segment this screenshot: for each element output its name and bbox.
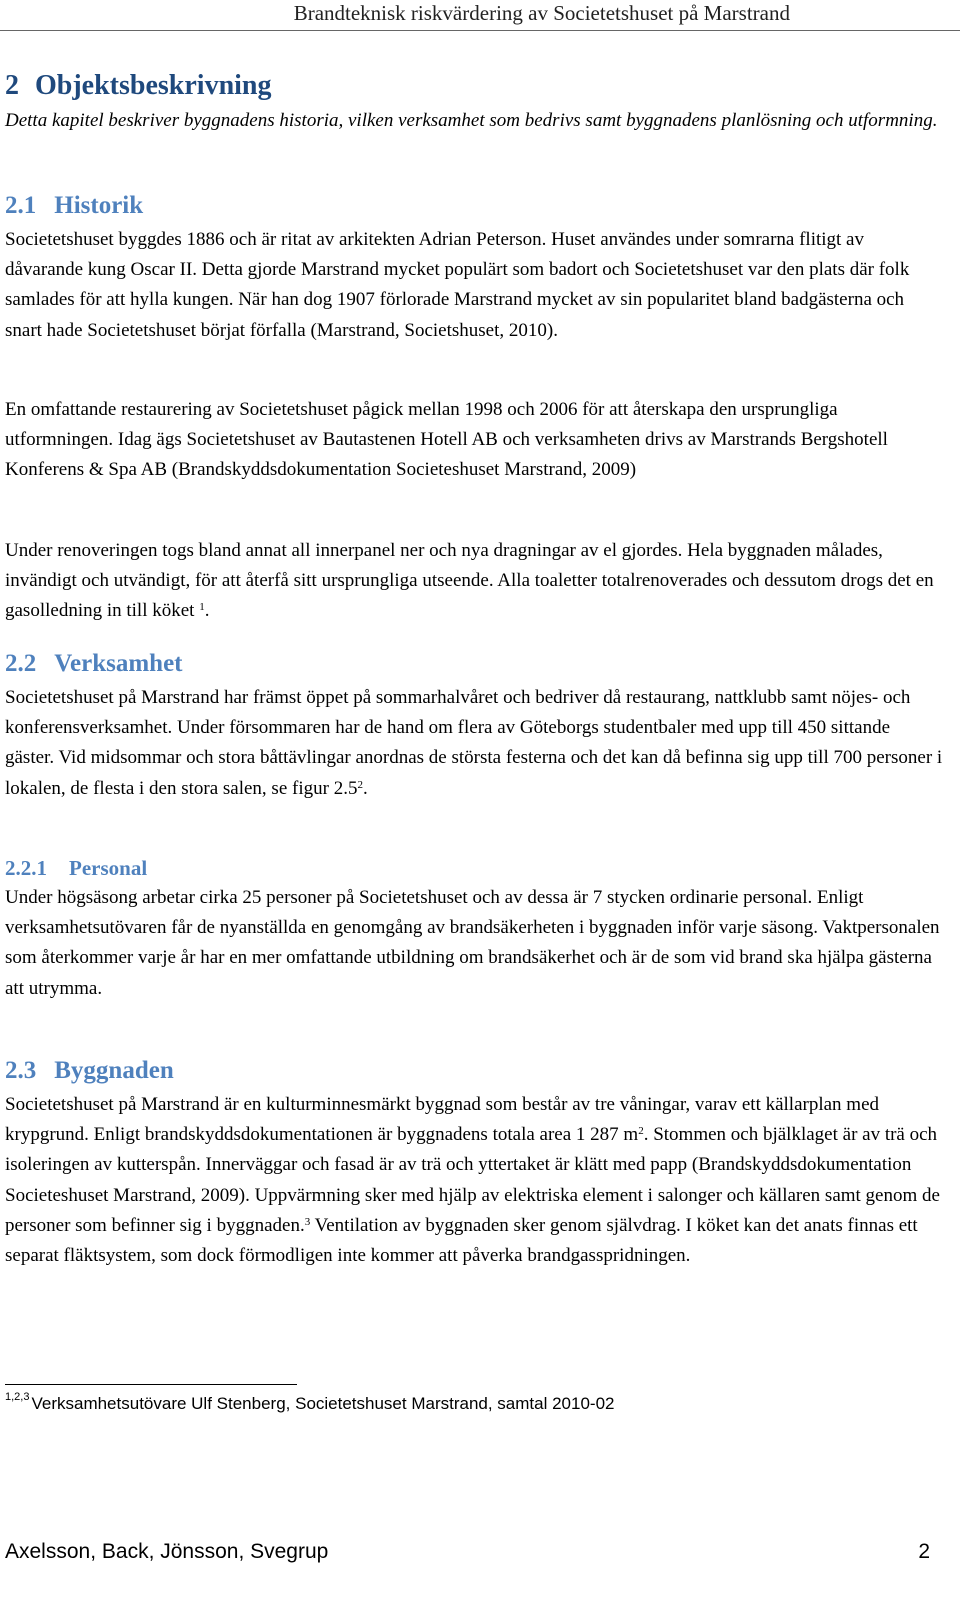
section-title: Verksamhet	[54, 650, 183, 677]
footnote-ref: 3	[304, 1215, 311, 1228]
header-divider	[0, 30, 960, 31]
section-number: 2.1	[5, 192, 37, 219]
personal-paragraph: Under högsäsong arbetar cirka 25 personer på Societetshuset och av dessa är 7 stycken ordinarie personal. Enligt verksamhetsutövaren får de nyanställda en genomgång av brandsäkerheten i byggnaden inför varje säsong. Vaktpersonalen som återkommer varje år har en mer omfattande utbildning om brandsäkerhet och är de som vid brand ska hjälpa gästerna att utrymma.	[5, 887, 940, 999]
footnote-text: Verksamhetsutövare Ulf Stenberg, Societetshuset Marstrand, samtal 2010-02	[31, 1394, 615, 1413]
section-title: Historik	[54, 192, 144, 219]
historik-paragraph-2: En omfattande restaurering av Societetshuset pågick mellan 1998 och 2006 för att återskapa den ursprungliga utformningen. Idag ägs Societetshuset av Bautastenen Hotell AB och verksamheten drivs av Marstrands Bergshotell Konferens & Spa AB (Brandskyddsdokumentation Societeshuset Marstrand, 2009)	[5, 399, 888, 481]
footnote-divider	[5, 1384, 297, 1385]
subsection-number: 2.2.1	[5, 856, 47, 880]
subsection-heading-personal	[5, 854, 147, 882]
section-number: 2.2	[5, 650, 37, 677]
subsection-title: Personal	[69, 856, 148, 880]
running-header: Brandteknisk riskvärdering av Societetshuset på Marstrand	[293, 1, 790, 25]
chapter-number: 2	[5, 70, 19, 101]
verksamhet-paragraph: Societetshuset på Marstrand har främst öppet på sommarhalvåret och bedriver då restaurang, nattklubb samt nöjes- och konferensverksamhet. Under försommaren har de hand om flera av Göteborgs studentbaler med upp till 450 sittande gäster. Vid midsommar och stora båttävlingar anordnas de största festerna och det kan då befinna sig upp till 700 personer i lokalen, de flesta i den stora salen, se figur $2.5^2$.	[5, 687, 943, 799]
page-number: 2	[918, 1540, 930, 1563]
footnote-marks: 1,2,3	[5, 1391, 30, 1403]
historik-paragraph-3: Under renoveringen togs bland annat all innerpanel ner och nya dragningar av el gjordes. Hela byggnaden målades, invändigt och utvändigt, för att återfå sitt ursprungliga utseende. Alla toaletter totalrenoverades och dessutom drogs det en gasolledning in till köket $^1$.	[5, 540, 934, 622]
superscript-squared: 2	[638, 1125, 644, 1138]
section-heading-historik	[5, 190, 143, 222]
section-title: Byggnaden	[54, 1057, 174, 1084]
byggnaden-paragraph: Societetshuset på Marstrand är en kulturminnesmärkt byggnad som består av tre våningar, varav ett källarplan med krypgrund. Enligt brandskyddsdokumentationen är byggnadens totala area 1 287 $m^2$. Stommen och bjälklaget är av trä och isoleringen av kutterspån. Innerväggar och fasad är av trä och yttertaket är klätt med papp (Brandskyddsdokumentation Societeshuset Marstrand, 2009). Uppvärmning sker med hjälp av elektriska element i salonger och källaren samt genom de personer som befinner sig i byggnaden.$^3$ Ventilation av byggnaden sker genom självdrag. I köket kan det anats finnas ett separat fläktsystem, som dock förmodligen inte kommer att påverka brandgasspridningen.	[5, 1094, 940, 1267]
chapter-title: Objektsbeskrivning	[35, 70, 272, 101]
historik-paragraph-1: Societetshuset byggdes 1886 och är ritat av arkitekten Adrian Peterson. Huset användes under somrarna flitigt av dåvarande kung Oscar II. Detta gjorde Marstrand mycket populärt som badort och Societetshuset var den plats där folk samlades för att hylla kungen. När han dog 1907 förlorade Marstrand mycket av sin popularitet bland badgästerna och snart hade Societetshuset börjat förfalla (Marstrand, Societshuset, 2010).	[5, 229, 910, 341]
footnote-ref: 2	[357, 778, 363, 791]
section-heading-verksamhet	[5, 648, 183, 680]
footer-authors: Axelsson, Back, Jönsson, Svegrup	[5, 1540, 329, 1563]
chapter-intro: Detta kapitel beskriver byggnadens historia, vilken verksamhet som bedrivs samt byggnadens planlösning och utformning.	[5, 110, 938, 131]
chapter-heading	[5, 68, 272, 104]
footnote	[5, 1392, 615, 1416]
section-number: 2.3	[5, 1057, 37, 1084]
footnote-ref: 1	[199, 601, 205, 614]
section-heading-byggnaden	[5, 1055, 174, 1087]
